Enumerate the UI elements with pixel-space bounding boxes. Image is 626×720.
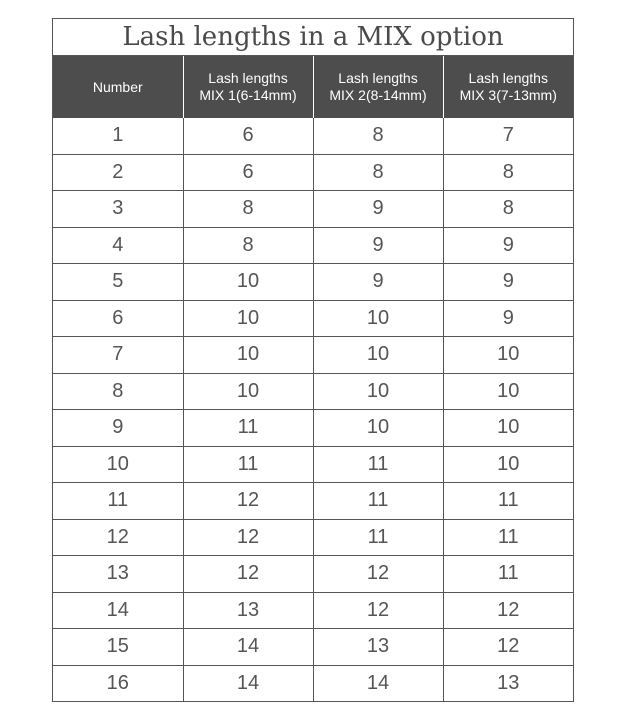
mix-1-cell: 12	[183, 519, 313, 556]
mix-3-cell: 12	[443, 629, 573, 666]
mix-1-cell: 12	[183, 556, 313, 593]
mix-1-cell: 11	[183, 446, 313, 483]
header-mix-1-line2: MIX 1(6-14mm)	[199, 87, 297, 103]
mix-2-cell: 14	[313, 665, 443, 701]
mix-3-cell: 9	[443, 264, 573, 301]
number-cell: 4	[53, 227, 183, 264]
header-mix-1	[183, 56, 313, 118]
mix-3-cell: 10	[443, 337, 573, 374]
number-cell: 8	[53, 373, 183, 410]
mix-2-cell: 11	[313, 483, 443, 520]
number-cell: 6	[53, 300, 183, 337]
mix-3-cell: 12	[443, 592, 573, 629]
table-row	[53, 592, 573, 629]
mix-2-cell: 9	[313, 264, 443, 301]
mix-3-cell: 9	[443, 227, 573, 264]
mix-3-cell: 8	[443, 154, 573, 191]
header-mix-2	[313, 56, 443, 118]
mix-1-cell: 10	[183, 373, 313, 410]
table-row	[53, 337, 573, 374]
number-cell: 7	[53, 337, 183, 374]
mix-3-cell: 10	[443, 410, 573, 447]
mix-2-cell: 12	[313, 592, 443, 629]
header-number-label: Number	[92, 78, 143, 95]
header-number	[53, 56, 183, 118]
mix-2-cell: 10	[313, 410, 443, 447]
table-row	[53, 519, 573, 556]
table-row	[53, 118, 573, 154]
mix-3-cell: 8	[443, 191, 573, 228]
mix-2-cell: 10	[313, 337, 443, 374]
mix-1-cell: 12	[183, 483, 313, 520]
mix-1-cell: 11	[183, 410, 313, 447]
header-mix-2-line2: MIX 2(8-14mm)	[329, 87, 427, 103]
mix-2-cell: 10	[313, 300, 443, 337]
table-row	[53, 629, 573, 666]
table-row	[53, 483, 573, 520]
number-cell: 3	[53, 191, 183, 228]
mix-2-cell: 8	[313, 154, 443, 191]
mix-2-cell: 9	[313, 191, 443, 228]
table-row	[53, 373, 573, 410]
table-row	[53, 446, 573, 483]
mix-3-cell: 11	[443, 483, 573, 520]
mix-2-cell: 10	[313, 373, 443, 410]
number-cell: 10	[53, 446, 183, 483]
table-row	[53, 556, 573, 593]
mix-1-cell: 13	[183, 592, 313, 629]
lash-length-table	[52, 18, 574, 702]
mix-2-cell: 12	[313, 556, 443, 593]
mix-1-cell: 14	[183, 629, 313, 666]
number-cell: 14	[53, 592, 183, 629]
header-mix-3	[443, 56, 573, 118]
table-row	[53, 227, 573, 264]
header-mix-3-line2: MIX 3(7-13mm)	[459, 87, 557, 103]
table-title: Lash lengths in a MIX option	[53, 19, 573, 56]
table-row	[53, 264, 573, 301]
number-cell: 9	[53, 410, 183, 447]
number-cell: 16	[53, 665, 183, 701]
header-row	[53, 56, 573, 118]
table-row	[53, 154, 573, 191]
mix-1-cell: 10	[183, 264, 313, 301]
mix-1-cell: 8	[183, 191, 313, 228]
number-cell: 2	[53, 154, 183, 191]
mix-3-cell: 9	[443, 300, 573, 337]
number-cell: 1	[112, 124, 124, 147]
table-row	[53, 300, 573, 337]
mix-3-cell: 10	[443, 373, 573, 410]
mix-2-cell: 9	[313, 227, 443, 264]
table-row	[53, 191, 573, 228]
mix-3-cell: 11	[443, 556, 573, 593]
number-cell: 12	[53, 519, 183, 556]
mix-1-cell: 6	[183, 154, 313, 191]
header-mix-1-line1: Lash lengths	[208, 70, 288, 86]
mix-3-cell: 10	[443, 446, 573, 483]
number-cell: 11	[53, 483, 183, 520]
mix-2-cell: 11	[313, 519, 443, 556]
number-cell: 5	[53, 264, 183, 301]
mix-3-cell: 13	[443, 665, 573, 701]
header-mix-3-line1: Lash lengths	[468, 70, 548, 86]
number-cell: 13	[53, 556, 183, 593]
mix-1-cell: 6	[183, 118, 313, 154]
mix-3-cell: 11	[443, 519, 573, 556]
mix-3-cell: 7	[443, 118, 573, 154]
mix-2-cell: 11	[313, 446, 443, 483]
table-body	[53, 118, 573, 701]
mix-table	[53, 56, 573, 701]
mix-1-cell: 10	[183, 300, 313, 337]
mix-1-cell: 8	[183, 227, 313, 264]
table-row	[53, 665, 573, 701]
header-mix-2-line1: Lash lengths	[338, 70, 418, 86]
number-cell: 15	[53, 629, 183, 666]
mix-1-cell: 14	[183, 665, 313, 701]
table-row	[53, 410, 573, 447]
mix-1-cell: 10	[183, 337, 313, 374]
mix-2-cell: 8	[313, 118, 443, 154]
mix-2-cell: 13	[313, 629, 443, 666]
